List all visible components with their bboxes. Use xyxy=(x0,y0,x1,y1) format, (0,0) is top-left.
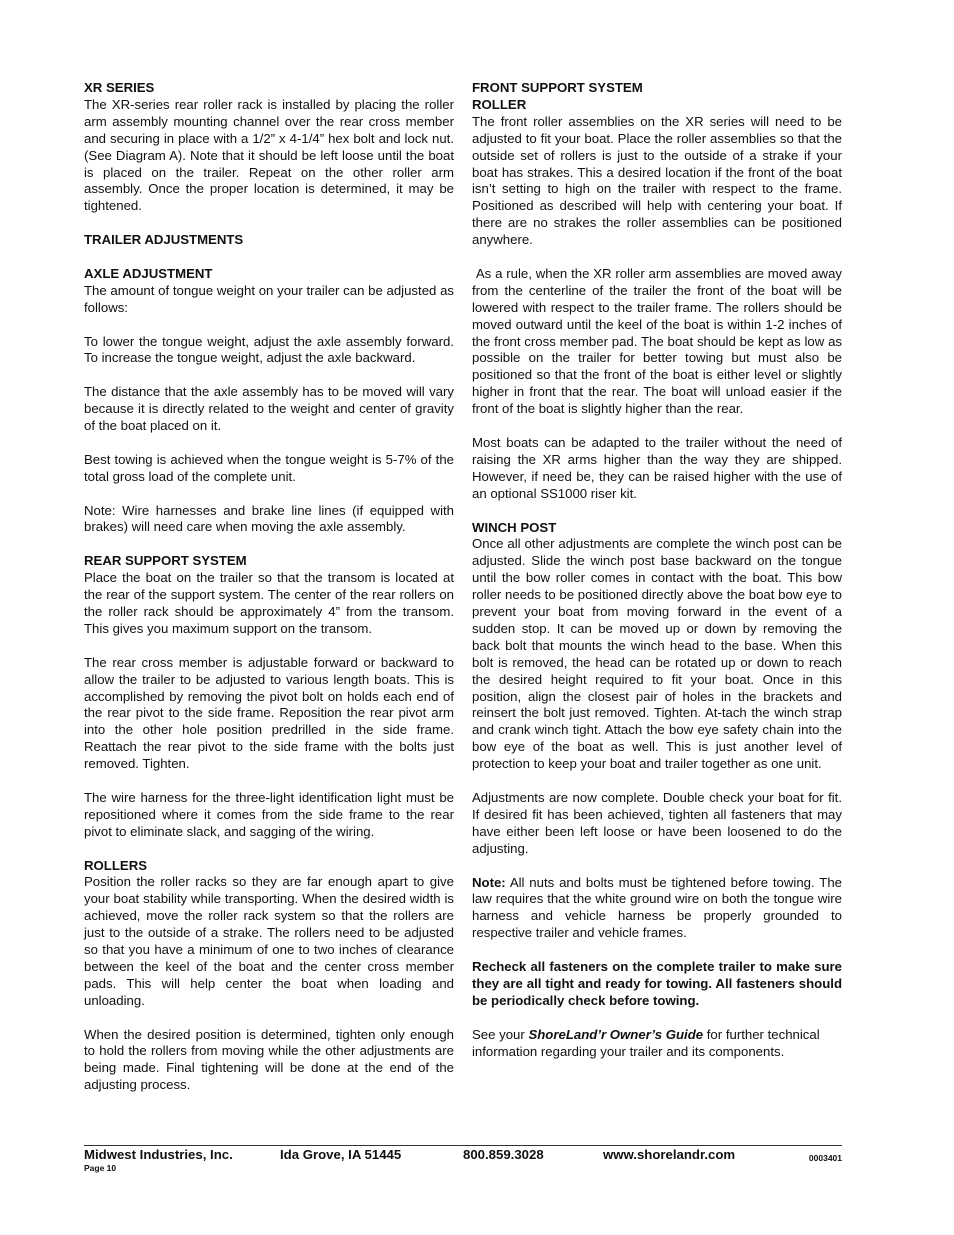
rollers-heading: ROLLERS xyxy=(84,857,148,873)
see-suffix: for further technical information regarding your trailer and its components. xyxy=(472,1026,820,1059)
see-prefix: See your xyxy=(472,1026,529,1042)
footer-website: www.shorelandr.com xyxy=(603,1147,736,1162)
axle-paragraph-2: To lower the tongue weight, adjust the axle assembly forward. To increase the tongue weight, adjust the axle backward. xyxy=(84,333,454,366)
rear-support-heading: REAR SUPPORT SYSTEM xyxy=(84,553,247,569)
right-column xyxy=(472,80,846,1060)
footer xyxy=(84,1147,842,1165)
front-paragraph-3: Most boats can be adapted to the trailer without the need of raising the XR arms higher than the way they are shipped. However, if need be, they can be raised higher with the use of an optional SS1000 riser kit. xyxy=(472,435,842,501)
owners-guide-title: ShoreLand’r Owner’s Guide xyxy=(528,1026,704,1042)
footer-phone: 800.859.3028 xyxy=(463,1147,544,1162)
front-paragraph-1: The front roller assemblies on the XR series will need to be adjusted to fit your boat. Place the roller assemblies so that the outside set of rollers is just to the outside of a strake if your boat has strakes. This a desired location if the front of the boat isn’t setting to high on the trailer with respect to the frame. Positioned as described will help with centering your boat. If there are no strakes the roller assemblies can be positioned anywhere. xyxy=(472,113,842,248)
front-paragraph-2: As a rule, when the XR roller arm assemblies are moved away from the centerline of the trailer the front of the boat will be lowered with respect to the trailer frame. The rollers should be moved outward until the keel of the boat is within 1-2 inches of the front cross member pad. The boat should be kept as low as possible on the trailer for better towing but must also be positioned so that the front of the boat is either level or slightly higher in front that the rear. The boat will unload easier if the front of the boat is slightly higher than the rear. xyxy=(472,265,846,417)
footer-city: Ida Grove, IA 51445 xyxy=(280,1147,402,1162)
xr-series-heading: XR SERIES xyxy=(84,80,155,95)
rear-paragraph-1: Place the boat on the trailer so that the transom is located at the rear of the support system. The center of the rear rollers on the roller rack should be approximately 4” from the transom. This gives you maximum support on the transom. xyxy=(84,570,454,636)
winch-paragraph-2: Adjustments are now complete. Double check your boat for fit. If desired fit has been achieved, tighten all fasteners that may have either been left loose or have been loosened to do the adjusting. xyxy=(472,790,842,856)
axle-paragraph-3: The distance that the axle assembly has to be moved will vary because it is directly related to the weight and center of gravity of the boat placed on it. xyxy=(84,384,454,434)
rollers-paragraph-2: When the desired position is determined, tighten only enough to hold the rollers from moving while the other adjustments are being made. Final tightening will be done at the end of the adjusting process. xyxy=(84,1026,454,1093)
rollers-paragraph-1: Position the roller racks so they are far enough apart to give your boat stability while transporting. When the desired width is achieved, move the roller rack system so that the rollers are just to the outside of a strake. The rollers need to be adjusted so that you have a minimum of one to two inches of clearance between the keel of the boat and the center cross member pads. This will help center the boat when loading and unloading. xyxy=(84,874,454,1008)
rear-paragraph-3: The wire harness for the three-light identification light must be repositioned where it comes from the side frame to the rear pivot to eliminate slack, and sagging of the wiring. xyxy=(84,789,454,839)
axle-adjustment-heading: AXLE ADJUSTMENT xyxy=(84,265,213,281)
trailer-adjustments-heading: TRAILER ADJUSTMENTS xyxy=(84,232,244,248)
winch-paragraph-1: Once all other adjustments are complete the winch post can be adjusted. Slide the winch post base backward on the tongue until the bow roller comes in contact with the boat. This bow roller needs to be positioned directly above the boat bow eye to prevent your boat from moving forward in the event of a sudden stop. It can be moved up or down by removing the back bolt that mounts the winch head to the base. When this bolt is removed, the head can be rotated up or down to reach the desired height required to fit your boat. Once in this position, align the closest pair of holes in the brackets and reinsert the bolt just removed. Tighten. At-tach the winch strap and crank winch tight. Attach the bow eye safety chain into the bow eye of the boat as well. This is just another level of protection to keep your boat and trailer together as one unit. xyxy=(472,536,842,772)
xr-series-text: The XR-series rear roller rack is installed by placing the roller arm assembly mounting channel over the rear cross member and securing in place with a 1/2” x 4-1/4” hex bolt and lock nut. (See Diagram A). Note that it should be left loose until the boat is placed on the trailer. Repeat on the other roller arm assembly. Once the proper location is determined, it may be tightened. xyxy=(84,96,454,214)
rear-paragraph-2: The rear cross member is adjustable forward or backward to allow the trailer to be adjusted to various length boats. This is accomplished by removing the pivot bolt on holds each end of the rear pivot to the side frame. Reposition the rear pivot arm into the other hole position predrilled in the side frame. Reattach the rear pivot to the side frame with the bolts just removed. Tighten. xyxy=(84,654,454,772)
note-paragraph xyxy=(472,875,842,943)
front-support-heading: FRONT SUPPORT SYSTEM xyxy=(472,80,643,95)
footer-divider xyxy=(84,1145,842,1146)
left-column xyxy=(84,80,454,1094)
recheck-warning: Recheck all fasteners on the complete trailer to make sure they are all tight and ready for towing. All fasteners should be periodically check before towing. xyxy=(472,959,842,1008)
winch-post-heading: WINCH POST xyxy=(472,519,557,535)
note-label: Note: xyxy=(472,874,506,890)
footer-doc-code: 0003401 xyxy=(808,1153,842,1163)
axle-paragraph-4: Best towing is achieved when the tongue weight is 5-7% of the total gross load of the complete unit. xyxy=(84,451,454,484)
axle-paragraph-1: The amount of tongue weight on your trailer can be adjusted as follows: xyxy=(84,282,454,315)
roller-subheading: ROLLER xyxy=(472,96,527,112)
page-number: Page 10 xyxy=(84,1163,117,1173)
axle-paragraph-5: Note: Wire harnesses and brake line lines (if equipped with brakes) will need care when moving the axle assembly. xyxy=(84,502,454,535)
note-text: All nuts and bolts must be tightened before towing. The law requires that the white ground wire on both the tongue wire harness and vehicle harness be properly grounded to respective trailer and vehicle frames. xyxy=(472,874,842,941)
footer-company: Midwest Industries, Inc. xyxy=(84,1147,233,1162)
owners-guide-paragraph xyxy=(472,1027,842,1061)
